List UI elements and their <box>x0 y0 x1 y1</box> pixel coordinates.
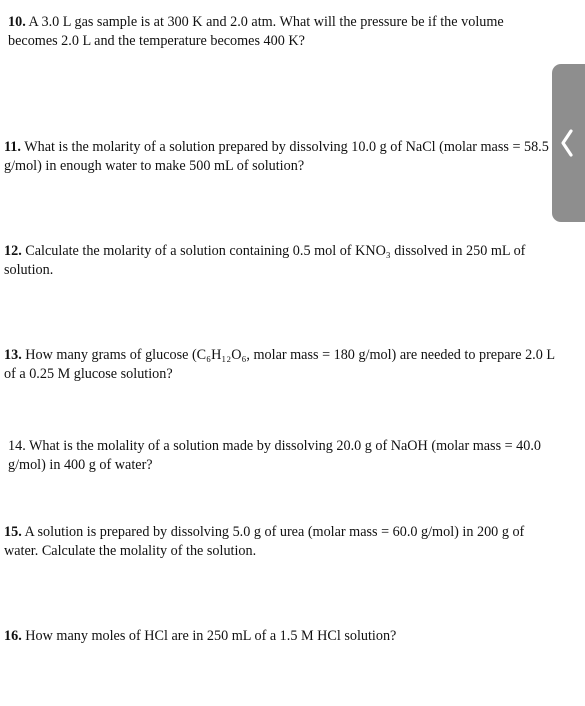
question-11-line-2: g/mol) in enough water to make 500 mL of solution? <box>4 158 305 174</box>
question-15-text: A solution is prepared by dissolving 5.0 g of urea (molar mass = 60.0 g/mol) in 200 g of <box>21 524 525 540</box>
question-12-number: 12. <box>4 243 22 259</box>
question-11-number: 11. <box>4 139 21 155</box>
question-12-line-2: solution. <box>4 262 54 278</box>
question-16-text: How many moles of HCl are in 250 mL of a 1.5 M HCl solution? <box>21 628 397 644</box>
question-12-text: Calculate the molarity of a solution containing 0.5 mol of KNO₃ dissolved in 250 mL of <box>21 243 526 259</box>
question-15-line-2: water. Calculate the molality of the solution. <box>4 543 257 559</box>
question-11 <box>4 138 585 176</box>
question-10-line-2: becomes 2.0 L and the temperature becomes 400 K? <box>8 33 305 49</box>
question-10-line-1 <box>8 13 585 32</box>
question-13-line-1 <box>4 346 585 365</box>
question-10-text: A 3.0 L gas sample is at 300 K and 2.0 atm. What will the pressure be if the volume <box>25 14 504 30</box>
question-14-line-1 <box>8 437 585 456</box>
question-13 <box>4 346 585 384</box>
question-10 <box>8 13 585 51</box>
question-14-number: 14. <box>8 438 26 454</box>
chevron-left-icon <box>560 128 574 158</box>
question-12 <box>4 242 585 280</box>
question-11-line-1 <box>4 138 585 157</box>
question-14-line-2: g/mol) in 400 g of water? <box>8 457 153 473</box>
question-16-line-1 <box>4 627 585 646</box>
question-12-line-1 <box>4 242 585 261</box>
question-16-number: 16. <box>4 628 22 644</box>
question-13-number: 13. <box>4 347 22 363</box>
question-15-line-1 <box>4 523 585 542</box>
question-16 <box>4 627 585 646</box>
question-13-text: How many grams of glucose (C₆H₁₂O₆, molar mass = 180 g/mol) are needed to prepare 2.0 L <box>21 347 556 363</box>
question-15-number: 15. <box>4 524 22 540</box>
question-14-text: What is the molality of a solution made by dissolving 20.0 g of NaOH (molar mass = 40.0 <box>25 438 542 454</box>
question-11-text: What is the molarity of a solution prepared by dissolving 10.0 g of NaCl (molar mass = 58.5 <box>20 139 549 155</box>
question-15 <box>4 523 585 561</box>
side-panel-toggle-tab[interactable] <box>552 64 585 222</box>
question-10-number: 10. <box>8 14 26 30</box>
question-13-line-2: of a 0.25 M glucose solution? <box>4 366 173 382</box>
question-14 <box>8 437 585 475</box>
